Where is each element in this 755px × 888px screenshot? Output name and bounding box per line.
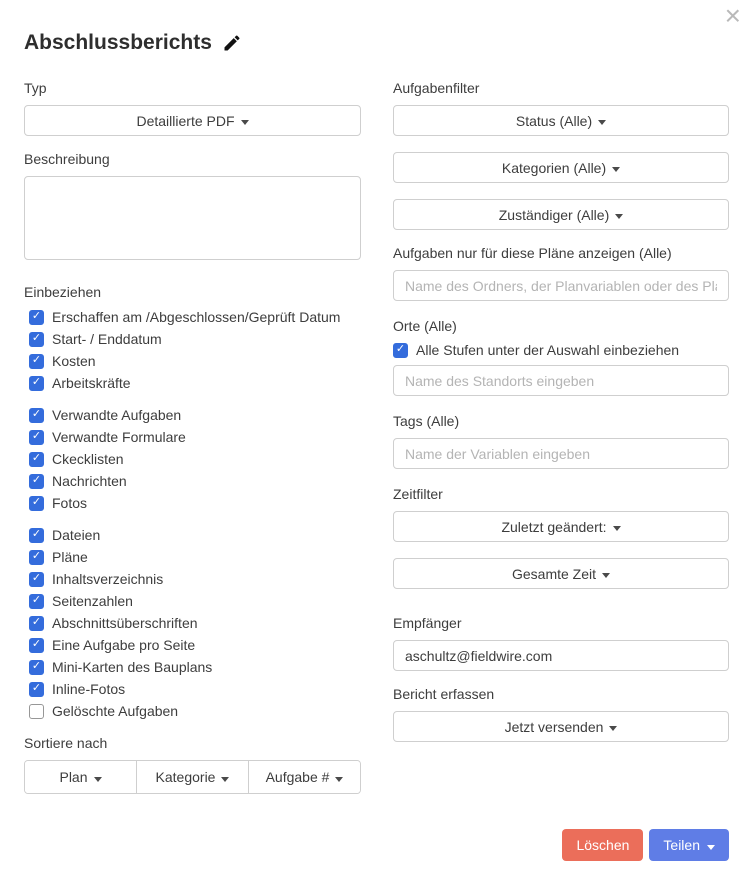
sort-button-group — [24, 760, 361, 794]
checkbox-label: Seitenzahlen — [52, 593, 133, 609]
checkbox[interactable] — [29, 594, 44, 609]
checkbox[interactable] — [29, 376, 44, 391]
empfaenger-label: Empfänger — [393, 615, 462, 631]
checkbox-label: Inhaltsverzeichnis — [52, 571, 164, 587]
checkbox-label: Alle Stufen unter der Auswahl einbeziehen — [416, 342, 680, 358]
jetzt-versenden-dropdown[interactable] — [393, 711, 729, 742]
checkbox-row[interactable] — [24, 331, 361, 347]
checkbox[interactable] — [29, 682, 44, 697]
checkbox-label: Nachrichten — [52, 473, 127, 489]
zuletzt-geaendert-dropdown[interactable] — [393, 511, 729, 542]
checkbox[interactable] — [29, 704, 44, 719]
checkbox-row[interactable] — [24, 375, 361, 391]
tags-label: Tags (Alle) — [393, 413, 460, 429]
orte-input[interactable] — [393, 365, 729, 396]
typ-label: Typ — [24, 80, 47, 96]
checkbox-label: Arbeitskräfte — [52, 375, 131, 391]
checkbox[interactable] — [29, 354, 44, 369]
zustaendiger-filter-value: Zuständiger (Alle) — [498, 206, 610, 223]
checkbox-row[interactable] — [24, 615, 361, 631]
chevron-down-icon — [707, 845, 715, 850]
chevron-down-icon — [615, 214, 623, 219]
edit-pencil-icon[interactable] — [222, 33, 242, 53]
typ-dropdown-value: Detaillierte PDF — [136, 112, 235, 129]
sortiere-label: Sortiere nach — [24, 735, 108, 751]
status-filter-value: Status (Alle) — [515, 112, 593, 129]
page-title: Abschlussberichts — [24, 31, 212, 54]
checkbox-row[interactable] — [24, 407, 361, 423]
tags-input[interactable] — [393, 438, 729, 469]
checkbox-row[interactable] — [24, 681, 361, 697]
checkbox-row[interactable] — [24, 451, 361, 467]
checkbox[interactable] — [29, 572, 44, 587]
checkbox[interactable] — [29, 332, 44, 347]
chevron-down-icon — [94, 777, 102, 782]
checkbox[interactable] — [29, 528, 44, 543]
checkbox[interactable] — [29, 660, 44, 675]
checkbox-label: Eine Aufgabe pro Seite — [52, 637, 196, 653]
chevron-down-icon — [598, 120, 606, 125]
empfaenger-input[interactable] — [393, 640, 729, 671]
typ-dropdown[interactable] — [24, 105, 361, 136]
checkbox-row[interactable] — [24, 637, 361, 653]
checkbox[interactable] — [29, 408, 44, 423]
bericht-erfassen-label: Bericht erfassen — [393, 686, 495, 702]
checkbox-label: Verwandte Formulare — [52, 429, 186, 445]
share-button-label: Teilen — [663, 837, 700, 853]
include-group-2 — [24, 407, 361, 511]
beschreibung-label: Beschreibung — [24, 151, 110, 167]
sort-plan-value: Plan — [59, 769, 88, 785]
checkbox-row[interactable] — [24, 495, 361, 511]
checkbox-label: Start- / Enddatum — [52, 331, 162, 347]
checkbox-row[interactable] — [24, 473, 361, 489]
plaene-label: Aufgaben nur für diese Pläne anzeigen (Alle) — [393, 245, 672, 261]
checkbox[interactable] — [29, 452, 44, 467]
checkbox-row[interactable] — [24, 309, 361, 325]
plaene-input[interactable] — [393, 270, 729, 301]
chevron-down-icon — [613, 526, 621, 531]
chevron-down-icon — [602, 573, 610, 578]
sort-kategorie-value: Kategorie — [155, 769, 216, 785]
modal-footer — [562, 829, 729, 861]
beschreibung-textarea[interactable] — [24, 176, 361, 260]
include-group-1 — [24, 309, 361, 391]
chevron-down-icon — [241, 120, 249, 125]
gesamte-zeit-dropdown[interactable] — [393, 558, 729, 589]
chevron-down-icon — [335, 777, 343, 782]
left-column — [24, 80, 361, 794]
checkbox[interactable] — [29, 310, 44, 325]
delete-button-label: Löschen — [576, 837, 630, 853]
checkbox-row[interactable] — [24, 527, 361, 543]
checkbox-label: Abschnittsüberschriften — [52, 615, 198, 631]
chevron-down-icon — [609, 726, 617, 731]
zeitfilter-label: Zeitfilter — [393, 486, 443, 502]
checkbox-label: Ckecklisten — [52, 451, 124, 467]
checkbox-row[interactable] — [24, 659, 361, 675]
checkbox-label: Gelöschte Aufgaben — [52, 703, 179, 719]
checkbox[interactable] — [29, 430, 44, 445]
checkbox-row[interactable] — [24, 571, 361, 587]
sort-kategorie-dropdown[interactable] — [136, 761, 248, 793]
checkbox-row[interactable] — [24, 593, 361, 609]
checkbox-label: Fotos — [52, 495, 88, 511]
checkbox[interactable] — [29, 496, 44, 511]
share-button[interactable] — [649, 829, 729, 861]
modal-body — [0, 80, 755, 794]
include-group-3 — [24, 527, 361, 719]
gesamte-zeit-value: Gesamte Zeit — [511, 565, 597, 582]
checkbox-label: Inline-Fotos — [52, 681, 126, 697]
checkbox[interactable] — [29, 616, 44, 631]
orte-label: Orte (Alle) — [393, 318, 457, 334]
checkbox-label: Verwandte Aufgaben — [52, 407, 182, 423]
close-icon[interactable]: × — [724, 0, 741, 31]
checkbox-label: Pläne — [52, 549, 88, 565]
checkbox-label: Dateien — [52, 527, 101, 543]
kategorien-filter-dropdown[interactable] — [393, 152, 729, 183]
jetzt-versenden-value: Jetzt versenden — [504, 718, 604, 735]
checkbox-label: Erschaffen am /Abgeschlossen/Geprüft Datum — [52, 309, 341, 325]
chevron-down-icon — [612, 167, 620, 172]
kategorien-filter-value: Kategorien (Alle) — [501, 159, 607, 176]
delete-button[interactable] — [562, 829, 643, 861]
zustaendiger-filter-dropdown[interactable] — [393, 199, 729, 230]
modal-header — [0, 0, 755, 56]
checkbox-label: Kosten — [52, 353, 96, 369]
checkbox[interactable] — [29, 474, 44, 489]
sort-aufgabe-dropdown[interactable] — [248, 761, 360, 793]
checkbox[interactable] — [29, 550, 44, 565]
checkbox-row[interactable] — [24, 703, 361, 719]
right-column — [393, 80, 729, 794]
checkbox-row[interactable] — [393, 342, 729, 358]
checkbox-label: Mini-Karten des Bauplans — [52, 659, 213, 675]
zuletzt-geaendert-value: Zuletzt geändert: — [501, 518, 607, 535]
einbeziehen-label: Einbeziehen — [24, 284, 102, 300]
status-filter-dropdown[interactable] — [393, 105, 729, 136]
checkbox-row[interactable] — [24, 549, 361, 565]
sort-plan-dropdown[interactable] — [25, 761, 136, 793]
sort-aufgabe-value: Aufgabe # — [265, 769, 330, 785]
checkbox-row[interactable] — [24, 429, 361, 445]
aufgabenfilter-label: Aufgabenfilter — [393, 80, 480, 96]
checkbox[interactable] — [393, 343, 408, 358]
checkbox-row[interactable] — [24, 353, 361, 369]
checkbox[interactable] — [29, 638, 44, 653]
chevron-down-icon — [221, 777, 229, 782]
